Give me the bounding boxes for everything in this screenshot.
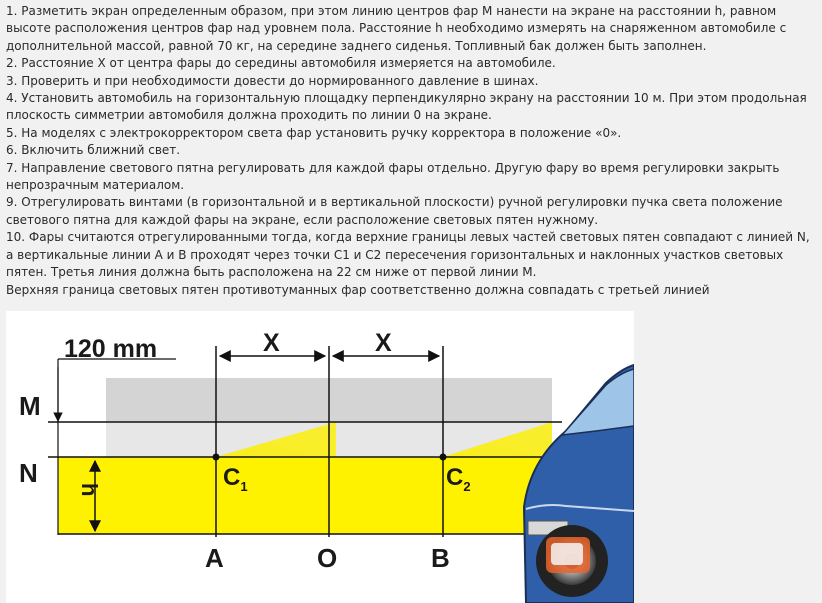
x-label-left: X	[263, 329, 280, 357]
point-c2-marker	[440, 454, 447, 461]
paragraph-5: 5. На моделях с электрокорректором света фар установить ручку корректора в положение «0».	[6, 125, 622, 140]
axis-a-label: A	[205, 543, 224, 573]
instructions-text	[6, 3, 818, 299]
point-c1-label: $C_1$	[223, 464, 248, 494]
dimension-120-label: 120 mm	[64, 335, 158, 363]
paragraph-7: 7. Направление светового пятна регулировать для каждой фары отдельно. Другую фару во время регулировки закрыть непрозрачным материалом.	[6, 160, 780, 193]
paragraph-4: 4. Установить автомобиль на горизонтальную площадку перпендикулярно экрану на расстоянии 10 м. При этом продольная плоскость симметрии автомобиля должна проходить по линии 0 на экране.	[6, 91, 807, 123]
paragraph-3: 3. Проверить и при необходимости довести до нормированного давление в шинах.	[6, 73, 539, 88]
diagram-svg	[6, 311, 634, 603]
line-m-label: M	[19, 391, 41, 421]
line-n-label: N	[19, 458, 38, 488]
h-label: h	[77, 483, 102, 497]
headlight-adjustment-diagram	[6, 311, 634, 603]
point-c2-label: $C_2$	[446, 464, 471, 494]
paragraph-9: 9. Отрегулировать винтами (в горизонтальной и в вертикальной плоскости) ручной регулировки пучка света положение светового пятна для каждой фары на экране, если расположение световых пятен нужному.	[6, 195, 783, 227]
paragraph-10: 10. Фары считаются отрегулированными тогда, когда верхние границы левых частей световых пятен совпадают с линией N, а вертикальные линии А и В проходят через точки С1 и С2 пересечения горизонтальных и наклонных участков световых пятен. Третья линия должна быть расположена на 22 см ниже от первой линии М.	[6, 230, 810, 280]
paragraph-2: 2. Расстояние Х от центра фары до середины автомобиля измеряется на автомобиле.	[6, 56, 556, 71]
point-c1-marker	[213, 454, 220, 461]
paragraph-1: 1. Разметить экран определенным образом, при этом линию центров фар М нанести на экране на расстоянии h, равном высоте расположения центров фар над уровнем пола. Расстояние h необходимо измерять на снаряженном автомобиле с дополнительной массой, равной 70 кг, на середине заднего сиденья. Топливный бак должен быть заполнен.	[6, 4, 787, 53]
paragraph-6: 6. Включить ближний свет.	[6, 143, 181, 158]
paragraph-fog: Верхняя граница световых пятен противотуманных фар соответственно должна совпадать с третьей линией	[6, 282, 710, 297]
light-spot-area	[58, 457, 552, 534]
axis-b-label: B	[431, 543, 450, 573]
axis-o-label: O	[317, 543, 338, 573]
x-label-right: X	[375, 329, 392, 357]
